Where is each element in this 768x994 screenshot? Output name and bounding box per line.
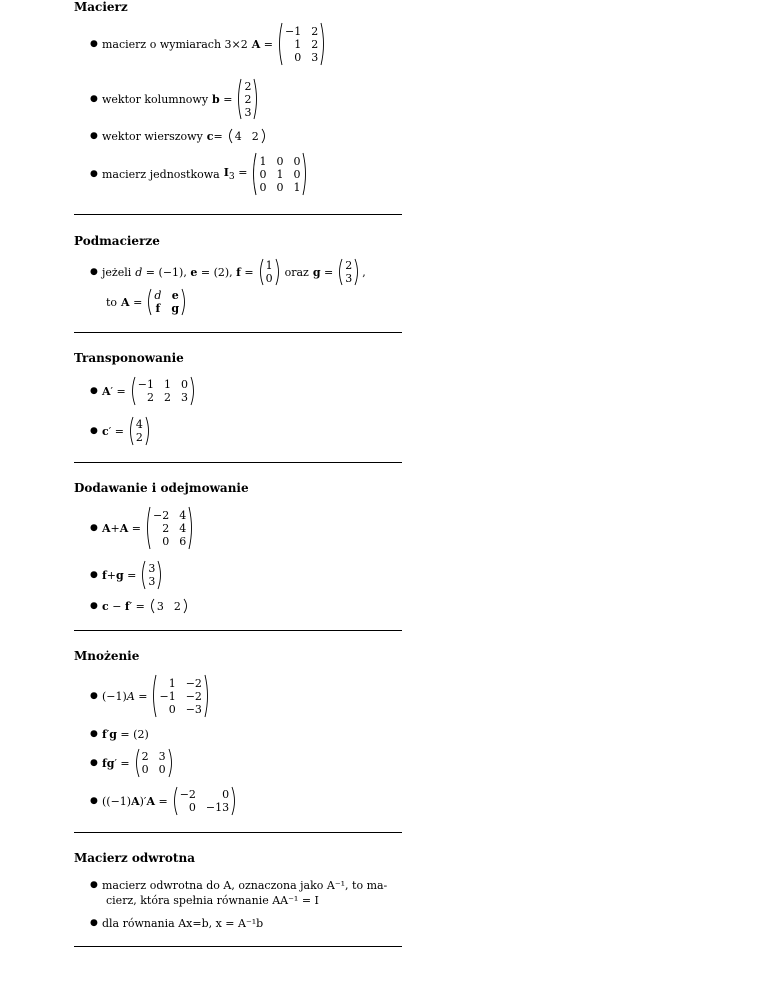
matrix-cell: 3 bbox=[345, 272, 353, 285]
matrix-cell: 2 bbox=[173, 599, 181, 613]
matrix-cell: 0 bbox=[276, 154, 284, 168]
matrix-c bbox=[227, 128, 267, 144]
matrix-cell: −2 bbox=[185, 676, 202, 690]
matrix-At bbox=[130, 376, 196, 406]
list-item: ● A+A = −2 4 2 4 0 6 bbox=[90, 506, 196, 550]
matrix-cell: 2 bbox=[311, 37, 319, 51]
matrix-cell: 1 bbox=[265, 259, 273, 272]
matrix-cell: 3 bbox=[180, 391, 188, 404]
right-paren-icon bbox=[354, 258, 360, 286]
section-podmacierze bbox=[74, 234, 402, 248]
list-item: ● f′g = (2) bbox=[90, 727, 149, 741]
matrix-block bbox=[146, 288, 187, 316]
matrix-fpg bbox=[140, 560, 163, 590]
right-paren-icon bbox=[183, 598, 189, 614]
matrix-cell: 2 bbox=[251, 129, 259, 143]
list-item: ● c − f′ = 3 2 bbox=[90, 598, 191, 614]
matrix-cell: 3 bbox=[148, 575, 156, 588]
matrix-cell: 2 bbox=[311, 24, 319, 38]
matrix-cell: −2 bbox=[179, 788, 196, 801]
matrix-fgt bbox=[134, 748, 174, 778]
matrix-cell: 0 bbox=[276, 180, 284, 194]
matrix-cell: 0 bbox=[180, 378, 188, 391]
matrix-cmf bbox=[149, 598, 189, 614]
divider bbox=[74, 214, 402, 215]
matrix-cell: 3 bbox=[148, 562, 156, 575]
list-item: ● wektor wierszowy c= 4 2 bbox=[90, 128, 269, 144]
matrix-cell: 1 bbox=[276, 167, 284, 181]
matrix-g bbox=[337, 258, 360, 286]
matrix-cell: −3 bbox=[185, 702, 202, 716]
matrix-cell: −2 bbox=[153, 508, 170, 522]
matrix-negA bbox=[151, 674, 209, 718]
matrix-cell: 2 bbox=[162, 521, 170, 535]
matrix-cell: 0 bbox=[265, 272, 273, 285]
matrix-cell: 2 bbox=[141, 750, 149, 763]
matrix-negAtA bbox=[172, 786, 237, 816]
right-paren-icon bbox=[261, 128, 267, 144]
matrix-cell: 2 bbox=[146, 391, 154, 404]
matrix-cell: −2 bbox=[185, 689, 202, 703]
matrix-cell: 0 bbox=[168, 702, 176, 716]
matrix-cell: 3 bbox=[311, 50, 319, 64]
matrix-cell: 0 bbox=[162, 534, 170, 548]
divider bbox=[74, 832, 402, 833]
matrix-cell: 6 bbox=[179, 534, 187, 548]
matrix-cell: 1 bbox=[294, 37, 302, 51]
matrix-cell: 0 bbox=[293, 167, 301, 181]
matrix-cell: 4 bbox=[234, 129, 242, 143]
matrix-cell: 4 bbox=[179, 508, 187, 522]
matrix-cell: f bbox=[155, 302, 161, 315]
divider bbox=[74, 332, 402, 333]
right-paren-icon bbox=[253, 78, 259, 120]
matrix-cell: 3 bbox=[156, 599, 164, 613]
right-paren-icon bbox=[302, 152, 308, 196]
matrix-cell: 1 bbox=[163, 378, 171, 391]
right-paren-icon bbox=[231, 786, 237, 816]
matrix-cell: 2 bbox=[163, 391, 171, 404]
matrix-cell: 3 bbox=[158, 750, 166, 763]
matrix-cell: 1 bbox=[293, 180, 301, 194]
section-title: Mnożenie bbox=[74, 649, 140, 663]
section-transponowanie bbox=[74, 351, 402, 365]
matrix-cell: 0 bbox=[259, 167, 267, 181]
divider bbox=[74, 462, 402, 463]
matrix-cell: 1 bbox=[168, 676, 176, 690]
matrix-cell: 1 bbox=[259, 154, 267, 168]
section-macierz bbox=[74, 0, 402, 14]
matrix-cell: 2 bbox=[244, 79, 252, 93]
matrix-cell: 0 bbox=[188, 801, 196, 814]
list-item: ● fg′ = 2 3 0 0 bbox=[90, 748, 176, 778]
right-paren-icon bbox=[168, 748, 174, 778]
right-paren-icon bbox=[190, 376, 196, 406]
section-dodawanie bbox=[74, 481, 402, 495]
matrix-ct bbox=[128, 416, 151, 446]
right-paren-icon bbox=[157, 560, 163, 590]
matrix-cell: g bbox=[171, 302, 180, 315]
right-paren-icon bbox=[275, 258, 281, 286]
matrix-cell: 3 bbox=[244, 105, 252, 119]
matrix-I3 bbox=[251, 152, 308, 196]
matrix-cell: 0 bbox=[141, 763, 149, 776]
list-item: ● A′ = −1 1 0 2 2 3 bbox=[90, 376, 198, 406]
section-title: Dodawanie i odejmowanie bbox=[74, 481, 249, 495]
list-item: ● ((−1)A)′A = −2 0 0 −13 bbox=[90, 786, 239, 816]
matrix-cell: 2 bbox=[244, 92, 252, 106]
section-title: Macierz odwrotna bbox=[74, 851, 195, 865]
matrix-cell: 4 bbox=[135, 418, 143, 431]
matrix-cell: 2 bbox=[135, 431, 143, 444]
matrix-cell: −13 bbox=[205, 801, 230, 814]
matrix-cell: 0 bbox=[259, 180, 267, 194]
matrix-cell: 4 bbox=[179, 521, 187, 535]
list-item: ● (−1)A = 1 −2 −1 −2 0 −3 bbox=[90, 674, 212, 718]
matrix-cell: 0 bbox=[158, 763, 166, 776]
section-title: Transponowanie bbox=[74, 351, 184, 365]
matrix-cell: 0 bbox=[293, 154, 301, 168]
list-item: ● macierz odwrotna do A, oznaczona jako A⁻¹, to ma- bbox=[90, 878, 388, 892]
divider bbox=[74, 946, 402, 947]
list-item: ● c′ = 4 2 bbox=[90, 416, 153, 446]
matrix-cell: d bbox=[154, 289, 162, 302]
right-paren-icon bbox=[320, 22, 326, 66]
matrix-b bbox=[236, 78, 259, 120]
right-paren-icon bbox=[188, 506, 194, 550]
list-item: ● wektor kolumnowy b = 2 2 3 bbox=[90, 78, 261, 120]
section-mnozenie bbox=[74, 649, 402, 663]
right-paren-icon bbox=[145, 416, 151, 446]
right-paren-icon bbox=[181, 288, 187, 316]
matrix-A bbox=[277, 22, 326, 66]
matrix-cell: −1 bbox=[137, 378, 154, 391]
section-odwrotna bbox=[74, 851, 402, 865]
matrix-ApA bbox=[145, 506, 194, 550]
divider bbox=[74, 630, 402, 631]
matrix-f bbox=[258, 258, 281, 286]
matrix-cell: e bbox=[171, 289, 179, 302]
list-item-cont: cierz, która spełnia równanie AA⁻¹ = I bbox=[106, 893, 319, 907]
matrix-cell: −1 bbox=[285, 24, 302, 38]
matrix-cell: 2 bbox=[345, 259, 353, 272]
matrix-cell: 0 bbox=[222, 788, 230, 801]
section-title: Podmacierze bbox=[74, 234, 160, 248]
list-item-cont: to A = d e f g bbox=[104, 288, 189, 316]
list-item: ● dla równania Ax=b, x = A⁻¹b bbox=[90, 916, 264, 930]
section-title: Macierz bbox=[74, 0, 128, 14]
matrix-cell: 0 bbox=[294, 50, 302, 64]
list-item: ● macierz jednostkowa $I_3$ = 1 0 0 0 1 0 0 0 1 bbox=[90, 152, 310, 196]
matrix-cell: −1 bbox=[159, 689, 176, 703]
list-item: ● jeżeli d = (−1), e = (2), f = 1 0 oraz g = 2 3 , bbox=[90, 259, 366, 285]
list-item: ● macierz o wymiarach 3×2 A = −1 2 1 2 0 3 bbox=[90, 22, 328, 66]
list-item: ● f+g = 3 3 bbox=[90, 560, 165, 590]
right-paren-icon bbox=[204, 674, 210, 718]
